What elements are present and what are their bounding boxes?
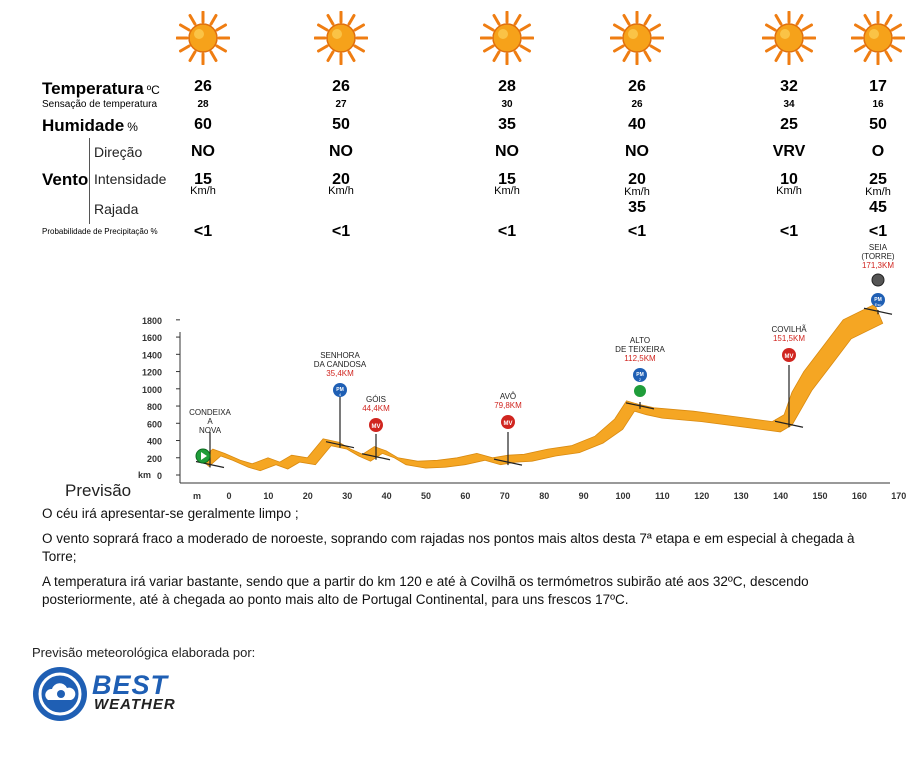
x-tick-label: 50 (420, 491, 432, 501)
wind-speed-unit: Km/h (624, 186, 650, 198)
brand-bottom: WEATHER (94, 696, 176, 713)
direction-label: Direção (94, 144, 143, 160)
feels-value: 28 (197, 99, 209, 110)
precip-value: <1 (193, 223, 213, 240)
x-tick-label: 160 (851, 491, 867, 501)
wind-divider (89, 138, 90, 224)
sun-icon (480, 11, 534, 65)
temperature-value: 17 (869, 78, 887, 95)
temperature-value: 32 (780, 78, 798, 95)
place-name: SEIA (868, 243, 888, 252)
humidity-value: 60 (194, 116, 212, 133)
x-tick-label: 30 (342, 491, 353, 501)
place-km: 79,8KM (494, 401, 522, 410)
wind-speed-unit: Km/h (190, 185, 216, 197)
y-tick-label: 1200 (141, 367, 162, 378)
y-tick-label: 0 (156, 471, 162, 481)
place-name: DE TEIXEIRA (615, 345, 665, 354)
forecast-title: Previsão (65, 481, 132, 500)
wind-speed-unit: Km/h (494, 185, 520, 197)
place-name: SENHORA (320, 351, 360, 360)
temperature-value: 26 (332, 78, 350, 95)
x-tick-label: 140 (773, 491, 789, 501)
wind-label: Vento (42, 170, 89, 189)
wind-speed-value: 15 (194, 171, 212, 188)
y-tick-label: 1800 (141, 315, 162, 326)
place-name: NOVA (198, 426, 222, 435)
wind-direction-value: NO (625, 143, 649, 160)
intensity-label: Intensidade (94, 171, 167, 187)
cloud-logo-icon (32, 666, 88, 722)
x-tick-label: 10 (263, 491, 274, 501)
x-tick-label: 110 (655, 491, 670, 501)
x-tick-label: 20 (302, 491, 313, 501)
x-unit-m: m (193, 491, 202, 501)
forecast-paragraph-1: O céu irá apresentar-se geralmente limpo ; (42, 506, 299, 521)
x-tick-label: 170 (891, 491, 907, 501)
y-tick-label: 400 (146, 436, 162, 447)
y-tick-label: 1400 (141, 350, 162, 361)
feels-value: 34 (783, 99, 795, 110)
place-name: DA CANDOSA (313, 360, 367, 369)
y-tick-label: 200 (146, 453, 162, 464)
precip-value: <1 (779, 223, 799, 240)
wind-speed-value: 20 (332, 171, 350, 188)
wind-speed-value: 20 (628, 171, 646, 188)
temperature-value: 26 (628, 78, 646, 95)
y-tick-label: 1000 (141, 384, 162, 395)
wind-speed-unit: Km/h (328, 185, 354, 197)
wind-direction-value: NO (495, 143, 519, 160)
y-tick-label: 800 (146, 402, 162, 413)
wind-speed-value: 10 (780, 171, 798, 188)
wind-speed-unit: Km/h (865, 186, 891, 198)
x-tick-label: 80 (539, 491, 550, 501)
sprint-badge-label: MV (371, 424, 381, 430)
place-name: ALTO (629, 336, 651, 345)
y-unit-km: km (138, 470, 152, 480)
sprint-badge-label: MV (784, 354, 794, 360)
wind-direction-value: NO (329, 143, 353, 160)
place-km: 151,5KM (772, 334, 806, 343)
x-tick-label: 0 (226, 491, 232, 501)
x-tick-label: 70 (499, 491, 510, 501)
mountain-badge-cat: Esc (874, 302, 882, 307)
feels-value: 26 (631, 99, 643, 110)
sun-icon (851, 11, 905, 65)
elevation-profile (0, 240, 917, 505)
feels-value: 16 (872, 99, 884, 110)
finish-flag-icon (872, 274, 884, 286)
temperature-label: Temperatura ºC (42, 79, 160, 98)
wind-speed-value: 25 (869, 171, 887, 188)
x-tick-label: 130 (733, 491, 749, 501)
humidity-value: 35 (498, 116, 516, 133)
y-tick-label: 600 (146, 419, 162, 430)
sun-icon (762, 11, 816, 65)
feels-label: Sensação de temperatura (42, 99, 158, 110)
place-km: 35,4KM (326, 369, 354, 378)
mountain-badge-label: PM (336, 387, 344, 393)
x-tick-label: 150 (812, 491, 828, 501)
place-name: CONDEIXA (189, 408, 231, 417)
place-name: A (207, 417, 213, 426)
precip-value: <1 (627, 223, 647, 240)
sun-icon (610, 11, 664, 65)
precip-value: <1 (497, 223, 517, 240)
precip-value: <1 (331, 223, 351, 240)
forecast-paragraph-2: O vento soprará fraco a moderado de noroeste, soprando com rajadas nos pontos mais altos desta 7ª etapa e em especial à chegada à Torre; (42, 531, 855, 564)
y-tick-label: 1600 (141, 333, 162, 344)
sprint-badge-label: MV (503, 421, 513, 427)
wind-direction-value: VRV (772, 143, 806, 160)
place-km: 44,4KM (362, 404, 390, 413)
humidity-value: 40 (628, 116, 646, 133)
wind-direction-value: NO (191, 143, 215, 160)
place-name: AVÔ (499, 392, 517, 401)
feels-value: 30 (501, 99, 513, 110)
x-axis (180, 483, 906, 501)
wind-gust-value: 45 (869, 199, 887, 216)
wind-gust-value: 35 (628, 199, 646, 216)
humidity-value: 25 (780, 116, 798, 133)
sun-icon (176, 11, 230, 65)
credit-text: Previsão meteorológica elaborada por: (32, 645, 256, 660)
profile-markers (189, 243, 895, 467)
x-tick-label: 100 (615, 491, 631, 501)
wind-direction-value: O (871, 143, 885, 160)
place-name: GÓIS (365, 395, 387, 404)
x-tick-label: 120 (694, 491, 710, 501)
x-tick-label: 60 (460, 491, 471, 501)
temperature-value: 26 (194, 78, 212, 95)
place-name: COVILHÃ (771, 325, 807, 334)
humidity-label: Humidade % (42, 116, 138, 135)
sun-icon (314, 11, 368, 65)
wind-speed-unit: Km/h (776, 185, 802, 197)
forecast-paragraph-3: A temperatura irá variar bastante, sendo que a partir do km 120 e até à Covilhã os termómetros subirão até aos 32ºC, descendo posteriormente, até à chegada ao ponto mais alto de Portugal Continental, para uns frescos 17ºC. (42, 574, 809, 607)
x-tick-label: 90 (578, 491, 589, 501)
humidity-value: 50 (869, 116, 887, 133)
y-axis (138, 316, 180, 483)
feed-zone-icon (634, 385, 646, 397)
precip-value: <1 (868, 223, 888, 240)
brand-logo (32, 666, 212, 722)
mountain-badge-label: PM (636, 372, 644, 378)
feels-value: 27 (335, 99, 347, 110)
x-tick-label: 40 (381, 491, 392, 501)
gust-label: Rajada (94, 201, 139, 217)
mountain-badge-cat: 2 (638, 377, 642, 382)
mountain-badge-label: PM (874, 297, 882, 303)
wind-speed-value: 15 (498, 171, 516, 188)
temperature-value: 28 (498, 78, 516, 95)
mountain-badge-cat: 4 (338, 392, 342, 397)
place-name: (TORRE) (861, 252, 895, 261)
place-km: 171,3KM (861, 261, 895, 270)
place-km: 112,5KM (624, 354, 656, 363)
precip-label: Probabilidade de Precipitação % (42, 227, 158, 236)
brand-top: BEST (92, 670, 169, 700)
humidity-value: 50 (332, 116, 350, 133)
